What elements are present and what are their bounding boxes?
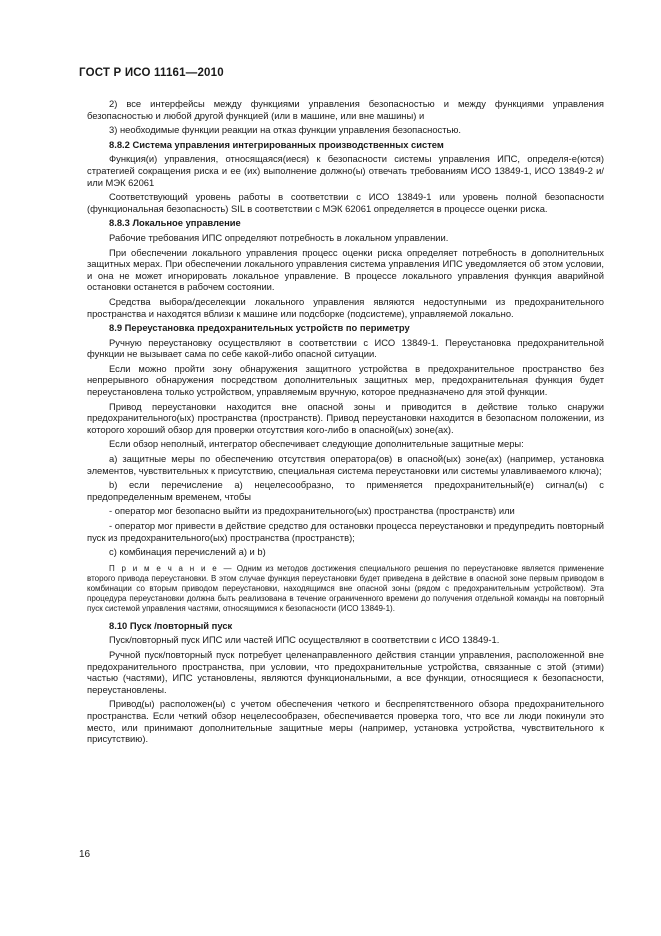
section-heading: 8.10 Пуск /повторный пуск bbox=[109, 619, 233, 631]
note-label: П р и м е ч а н и е — bbox=[109, 563, 234, 573]
body-paragraph: 3) необходимые функции реакции на отказ функции управления безопасностью. bbox=[109, 124, 462, 136]
body-paragraph: - оператор мог безопасно выйти из предохранительного(ых) пространства (пространств) или bbox=[109, 505, 515, 517]
body-paragraph: 2) все интерфейсы между функциями управления безопасностью и между функциями управления безопасностью и любой другой функцией (или в машине, или вне машины) и bbox=[87, 98, 604, 121]
body-paragraph: b) если перечисление а) нецелесообразно, то применяется предохранительный(е) сигнал(ы) с предопределенным временем, чтобы bbox=[87, 479, 604, 502]
note-text: Одним из методов достижения специального решения по переустановке является применение второго привода переустановки. В этом случае функция переустановки будет приведена в действие в опасной зоне первым приводом в комбинации со вторым приводом переустановки, находящимся вне опасной зоны (рядом с предохранительным устройством). Эта процедура переустановки должна быть реализована в течение ограниченного времени до получения отдельной команды на повторный пуск системой управления частями, относящимися к безопасности (ИСО 13849-1). bbox=[87, 563, 604, 613]
body-paragraph: Средства выбора/деселекции локального управления являются недоступными из предохранительного пространства и находятся вблизи к машине или подсборке (подсистеме), управляемой локально. bbox=[87, 295, 604, 319]
body-paragraph: Соответствующий уровень работы в соответствии с ИСО 13849-1 или уровень полной безопасности (функциональная безопасность) SIL в соответствии с МЭК 62061 определяется в процессе оценки риска. bbox=[87, 191, 604, 214]
body-paragraph: Рабочие требования ИПС определяют потребность в локальном управлении. bbox=[109, 231, 449, 243]
body-paragraph: Пуск/повторный пуск ИПС или частей ИПС осуществляют в соответствии с ИСО 13849-1. bbox=[109, 634, 500, 646]
section-heading: 8.8.2 Система управления интегрированных производственных систем bbox=[109, 138, 444, 150]
body-paragraph: Привод переустановки находится вне опасной зоны и приводится в действие только снаружи предохранительного(ых) пространства (пространств). Привод переустановки находится в безопасном положении, из которого хороший обзор для проверки отсутствия кого-либо в опасной(ых) зоне(ах). bbox=[87, 400, 604, 435]
body-paragraph: а) защитные меры по обеспечению отсутствия оператора(ов) в опасной(ых) зоне(ах) (например, установка элементов, чувствительных к присутствию, специальная система переустановки или системы улавливаемого ключа); bbox=[87, 453, 604, 476]
section-heading: 8.9 Переустановка предохранительных устройств по периметру bbox=[109, 322, 410, 334]
body-paragraph: Если можно пройти зону обнаружения защитного устройства в предохранительное пространство без непрерывного обнаружения посредством дополнительных защитных мер, предохранительная функция будет переустановлена только устройством, управляемым вручную, которое предназначено для этой функции. bbox=[87, 362, 604, 398]
body-paragraph: с) комбинация перечислений а) и b) bbox=[109, 546, 266, 558]
section-heading: 8.8.3 Локальное управление bbox=[109, 217, 241, 229]
body-paragraph: Привод(ы) расположен(ы) с учетом обеспечения четкого и беспрепятственного обзора предохранительного пространства. Если четкий обзор нецелесообразен, обеспечивается проверка того, что все ли люди покинули это место, или принимают дополнительные защитные меры (например, установка устройства, чувствительного к присутствию). bbox=[87, 698, 604, 745]
note-paragraph bbox=[87, 564, 604, 614]
body-paragraph: Ручную переустановку осуществляют в соответствии с ИСО 13849-1. Переустановка предохранительной функции не вызывает сама по себе какой-либо опасной ситуации. bbox=[87, 336, 604, 360]
standard-header: ГОСТ Р ИСО 11161—2010 bbox=[79, 67, 224, 79]
body-paragraph: Ручной пуск/повторный пуск потребует целенаправленного действия станции управления, расположенной вне предохранительного пространства, при условии, что предохранительные устройства, связанные с этой (этими) частью (частями), ИПС установлены, являются функциональными, а все функции, относящиеся к безопасности, переустановлены. bbox=[87, 648, 604, 695]
body-paragraph: При обеспечении локального управления процесс оценки риска определяет потребность в дополнительных защитных мерах. При обеспечении локального управления система управления ИПС уведомляется об этом условии, и она не может игнорировать локальное управление. В процессе локального управления функция аварийной остановки останется в рабочем состоянии. bbox=[87, 246, 604, 293]
body-paragraph: Если обзор неполный, интегратор обеспечивает следующие дополнительные защитные меры: bbox=[109, 438, 524, 450]
page-number: 16 bbox=[79, 849, 91, 860]
body-paragraph: - оператор мог привести в действие средство для остановки процесса переустановки и предупредить повторный пуск из предохранительного(ых) пространства (пространств); bbox=[87, 520, 604, 543]
body-paragraph: Функция(и) управления, относящаяся(иеся) к безопасности системы управления ИПС, определя-е(ются) стратегией сокращения риска и ее (их) выполнение должно(ы) отвечать требованиям ИСО 13849-1, ИСО 13849-2 и/или МЭК 62061 bbox=[87, 153, 604, 188]
document-body bbox=[87, 98, 604, 748]
